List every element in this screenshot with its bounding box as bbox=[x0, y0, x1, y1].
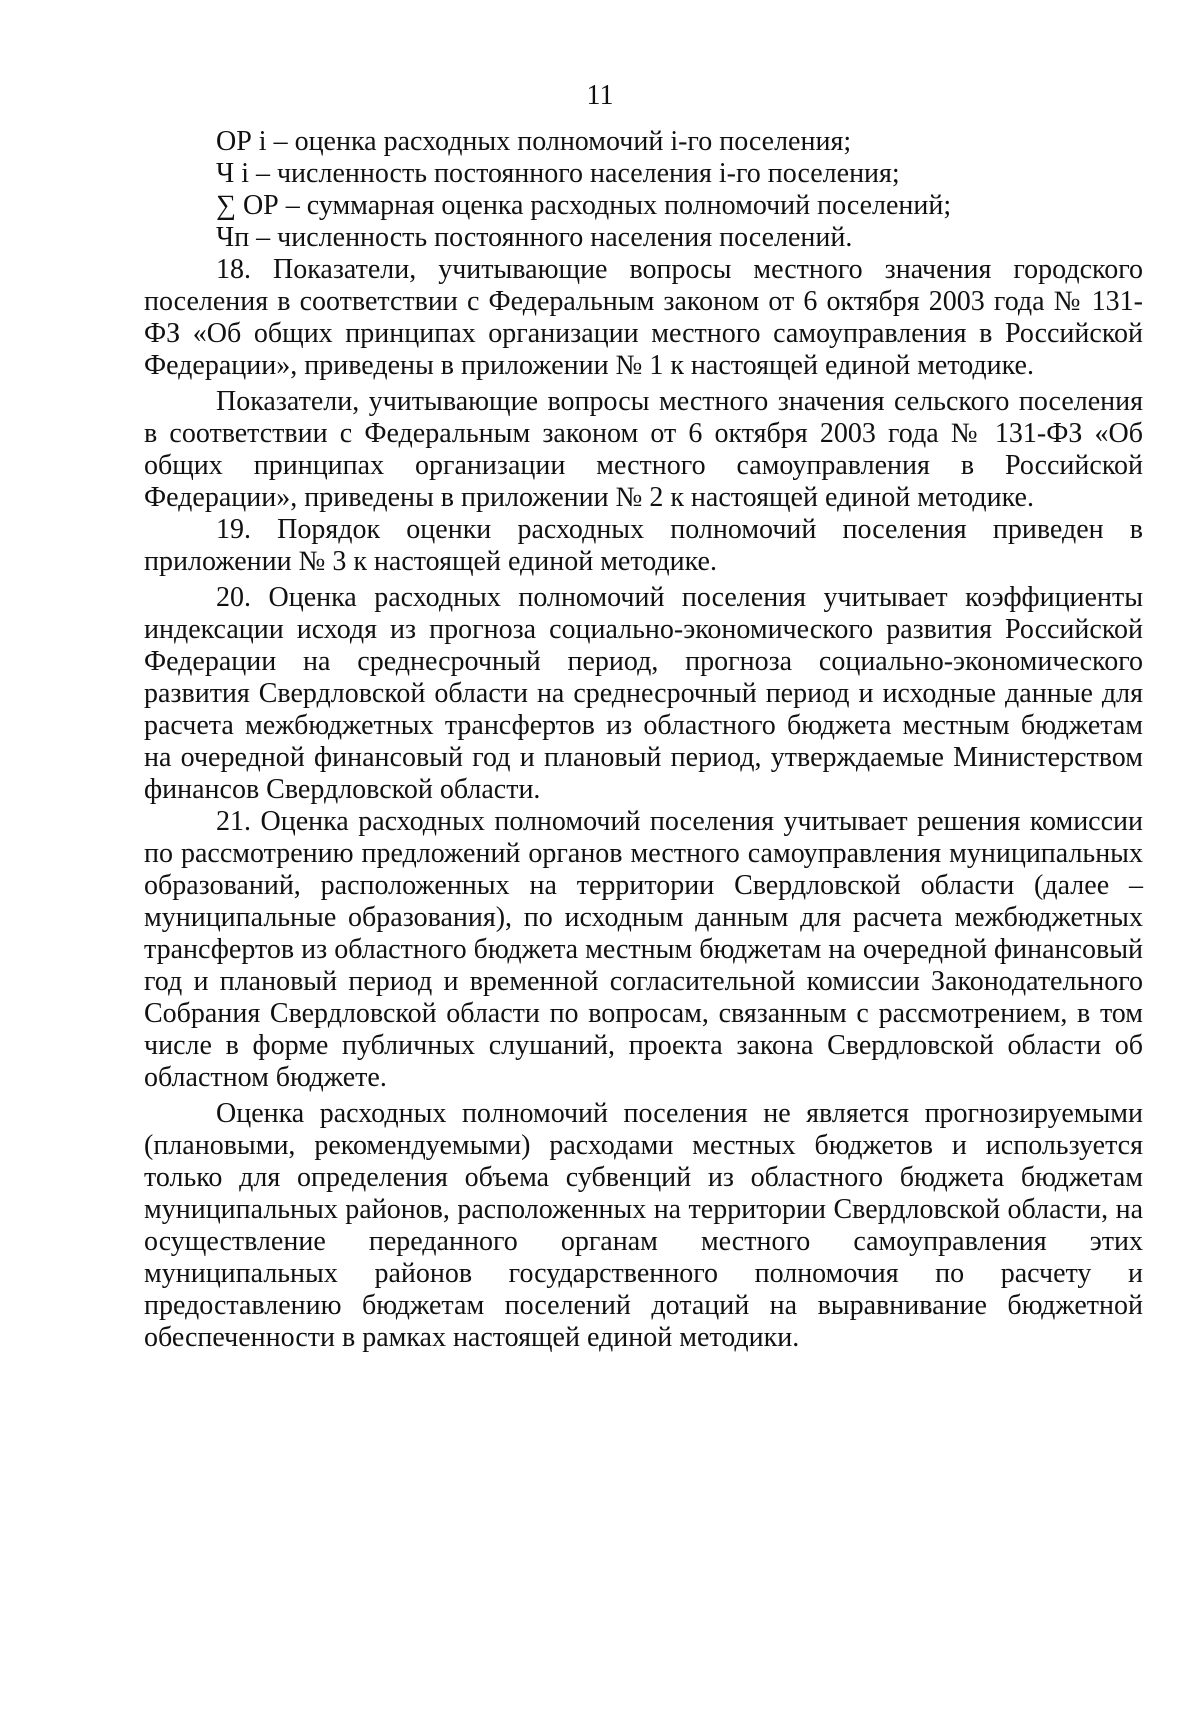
paragraph-21-note: Оценка расходных полномочий поселения не является прогнозируемыми (плановыми, рекомендуемыми) расходами местных бюджетов и используется только для определения объема субвенций из областного бюджета бюджетам муниципальных районов, расположенных на территории Свердловской области, на осуществление переданного органам местного самоуправления этих муниципальных районов государственного полномочия по расчету и предоставлению бюджетам поселений дотаций на выравнивание бюджетной обеспеченности в рамках настоящей единой методики. bbox=[144, 1098, 1143, 1353]
document-body bbox=[144, 126, 1143, 1354]
paragraph-20: 20. Оценка расходных полномочий поселения учитывает коэффициенты индексации исходя из прогноза социально-экономического развития Российской Федерации на среднесрочный период, прогноза социально-экономического развития Свердловской области на среднесрочный период и исходные данные для расчета межбюджетных трансфертов из областного бюджета местным бюджетам на очередной финансовый год и плановый период, утверждаемые Министерством финансов Свердловской области. bbox=[144, 582, 1143, 805]
paragraph-18-rural: Показатели, учитывающие вопросы местного значения сельского поселения в соответствии с Федеральным законом от 6 октября 2003 года № 131-ФЗ «Об общих принципах организации местного самоуправления в Российской Федерации», приведены в приложении № 2 к настоящей единой методике. bbox=[144, 386, 1143, 513]
paragraph-18: 18. Показатели, учитывающие вопросы местного значения городского поселения в соответствии с Федеральным законом от 6 октября 2003 года № 131-ФЗ «Об общих принципах организации местного самоуправления в Российской Федерации», приведены в приложении № 1 к настоящей единой методике. bbox=[144, 254, 1143, 381]
paragraph-definition-sum-or: ∑ ОР – суммарная оценка расходных полномочий поселений; bbox=[216, 190, 952, 221]
paragraph-19: 19. Порядок оценки расходных полномочий поселения приведен в приложении № 3 к настоящей единой методике. bbox=[144, 514, 1143, 577]
paragraph-definition-or: ОР i – оценка расходных полномочий i-го поселения; bbox=[216, 126, 852, 157]
paragraph-21: 21. Оценка расходных полномочий поселения учитывает решения комиссии по рассмотрению предложений органов местного самоуправления муниципальных образований, расположенных на территории Свердловской области (далее – муниципальные образования), по исходным данным для расчета межбюджетных трансфертов из областного бюджета местным бюджетам на очередной финансовый год и плановый период и временной согласительной комиссии Законодательного Собрания Свердловской области по вопросам, связанным с рассмотрением, в том числе в форме публичных слушаний, проекта закона Свердловской области об областном бюджете. bbox=[144, 806, 1143, 1093]
paragraph-definition-chp: Чп – численность постоянного населения поселений. bbox=[216, 222, 853, 253]
paragraph-definition-ch: Ч i – численность постоянного населения i-го поселения; bbox=[216, 158, 900, 189]
page-number: 11 bbox=[586, 80, 614, 111]
